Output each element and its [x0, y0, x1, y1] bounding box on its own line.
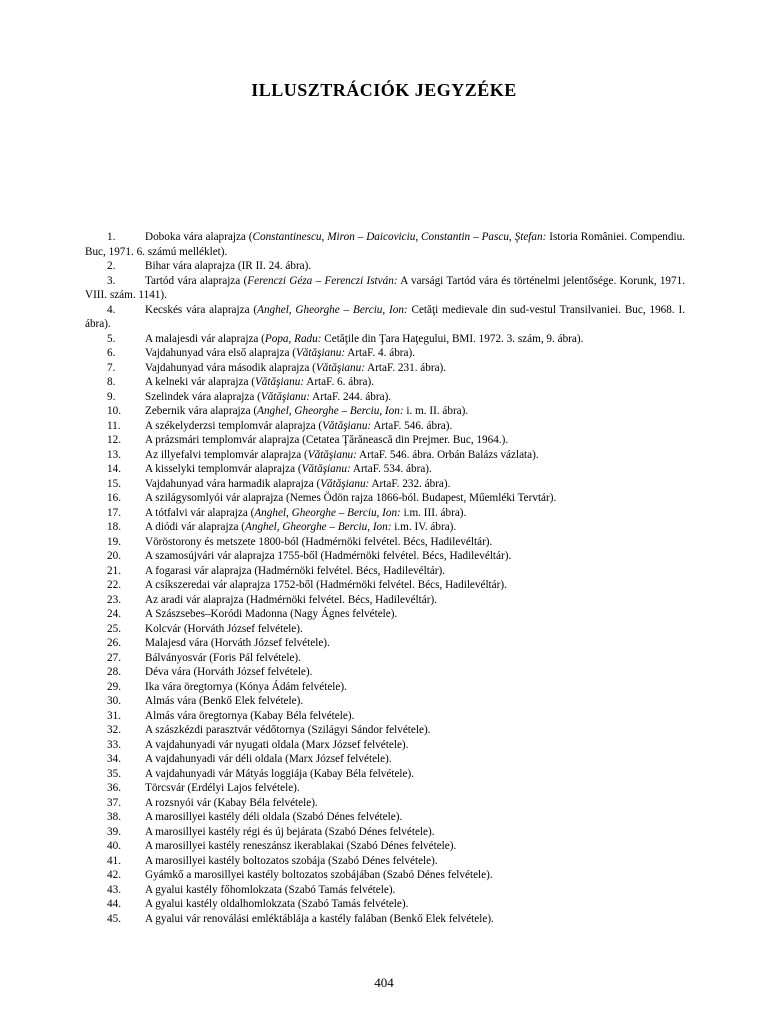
- item-number: 6.: [107, 347, 116, 359]
- item-text: Törcsvár (Erdélyi Lajos felvétele).: [145, 782, 300, 794]
- item-text: Zebernik vára alaprajza (: [145, 405, 258, 417]
- item-source: ArtaF. 534. ábra).: [350, 463, 432, 475]
- item-text: Vajdahunyad vára harmadik alaprajza (: [145, 477, 321, 490]
- list-item: [85, 578, 685, 593]
- item-number: 20.: [107, 550, 121, 562]
- list-item: [85, 636, 685, 651]
- item-number: 10.: [107, 405, 121, 417]
- item-author: Vătăşianu:: [315, 361, 365, 374]
- item-text: Szelindek vára alaprajza (: [145, 390, 261, 403]
- item-number: 36.: [107, 782, 121, 794]
- item-text: Doboka vára alaprajza (: [145, 231, 253, 243]
- list-item: [85, 752, 685, 767]
- list-item: [85, 912, 685, 927]
- item-text: Tartód vára alaprajza (: [145, 274, 248, 287]
- illustration-list: [85, 230, 685, 926]
- item-number: 44.: [107, 898, 121, 910]
- item-number: 39.: [107, 825, 121, 838]
- item-text: Az aradi vár alaprajza (Hadmérnöki felvétel. Bécs, Hadilevéltár).: [145, 593, 437, 606]
- list-item: [85, 477, 685, 492]
- item-text: A marosillyei kastély boltozatos szobája (Szabó Dénes felvétele).: [145, 854, 438, 867]
- item-number: 4.: [107, 303, 116, 316]
- list-item: [85, 404, 685, 419]
- item-number: 42.: [107, 869, 121, 881]
- list-item: [85, 723, 685, 738]
- item-number: 30.: [107, 695, 121, 707]
- item-text: Déva vára (Horváth József felvétele).: [145, 666, 313, 678]
- list-item: [85, 433, 685, 448]
- list-item: [85, 680, 685, 695]
- list-item: [85, 810, 685, 825]
- item-text: A gyalui vár renoválási emléktáblája a kastély falában (Benkő Elek felvétele).: [145, 912, 494, 925]
- list-item: [85, 332, 685, 347]
- item-text: A diódi vár alaprajza (: [145, 521, 246, 533]
- item-number: 21.: [107, 564, 121, 577]
- item-source: ArtaF. 231. ábra).: [364, 361, 447, 374]
- list-item: [85, 520, 685, 535]
- item-number: 28.: [107, 666, 121, 678]
- item-number: 16.: [107, 492, 121, 504]
- item-author: Vătăşianu:: [322, 419, 372, 432]
- item-number: 45.: [107, 912, 121, 925]
- list-item: [85, 622, 685, 637]
- item-text: Bálványosvár (Foris Pál felvétele).: [145, 651, 301, 664]
- list-item: [85, 230, 685, 259]
- list-item: [85, 651, 685, 666]
- list-item: [85, 462, 685, 477]
- list-item: [85, 419, 685, 434]
- item-source: Cetăţile din Ţara Haţegului, BMI. 1972. 3. szám, 9. ábra).: [321, 332, 584, 345]
- item-source: i.m. IV. ábra).: [391, 521, 457, 533]
- item-text: A marosillyei kastély déli oldala (Szabó Dénes felvétele).: [145, 811, 403, 823]
- list-item: [85, 390, 685, 405]
- item-source: A varsági Tartód vára és történelmi jelentősége. Korunk, 1971. VIII. szám. 1141).: [85, 274, 685, 301]
- item-number: 19.: [107, 535, 121, 548]
- item-text: A tótfalvi vár alaprajza (: [145, 506, 255, 519]
- item-number: 7.: [107, 361, 116, 374]
- item-number: 8.: [107, 376, 116, 388]
- list-item: [85, 738, 685, 753]
- item-author: Vătăşianu:: [320, 477, 370, 490]
- list-item: [85, 361, 685, 376]
- list-item: [85, 665, 685, 680]
- item-number: 27.: [107, 651, 121, 664]
- list-item: [85, 694, 685, 709]
- item-text: Almás vára (Benkő Elek felvétele).: [145, 695, 304, 707]
- item-source: Istoria României. Compendiu. Buc, 1971. 6. számú melléklet).: [85, 231, 685, 258]
- item-author: Vătăşianu:: [295, 347, 346, 359]
- list-item: [85, 549, 685, 564]
- item-text: A vajdahunyadi vár déli oldala (Marx József felvétele).: [145, 753, 392, 765]
- list-item: [85, 607, 685, 622]
- item-number: 23.: [107, 593, 121, 606]
- item-number: 11.: [107, 419, 121, 432]
- item-number: 34.: [107, 753, 121, 765]
- list-item: [85, 375, 685, 390]
- item-number: 18.: [107, 521, 121, 533]
- item-text: Malajesd vára (Horváth József felvétele).: [145, 637, 330, 649]
- item-source: i.m. III. ábra).: [400, 506, 467, 519]
- item-author: Anghel, Gheorghe – Berciu, Ion:: [245, 521, 392, 533]
- item-text: A kisselyki templomvár alaprajza (: [145, 463, 302, 475]
- item-text: A Szászsebes–Koródi Madonna (Nagy Ágnes felvétele).: [145, 608, 398, 620]
- item-author: Vătăşianu:: [307, 448, 357, 461]
- item-source: i. m. II. ábra).: [403, 405, 469, 417]
- list-item: [85, 564, 685, 579]
- item-author: Anghel, Gheorghe – Berciu, Ion:: [257, 303, 408, 316]
- item-number: 12.: [107, 434, 121, 446]
- item-text: A vajdahunyadi vár nyugati oldala (Marx József felvétele).: [145, 738, 409, 751]
- item-author: Constantinescu, Miron – Daicoviciu, Constantin – Pascu, Ştefan:: [252, 231, 547, 243]
- list-item: [85, 535, 685, 550]
- item-text: A fogarasi vár alaprajza (Hadmérnöki felvétel. Bécs, Hadilevéltár).: [145, 564, 446, 577]
- item-author: Anghel, Gheorghe – Berciu, Ion:: [254, 506, 401, 519]
- list-item: [85, 854, 685, 869]
- item-text: Az illyefalvi templomvár alaprajza (: [145, 448, 308, 461]
- item-number: 15.: [107, 477, 121, 490]
- item-number: 40.: [107, 840, 121, 852]
- item-text: A csíkszeredai vár alaprajza 1752-ből (Hadmérnöki felvétel. Bécs, Hadilevéltár).: [145, 579, 507, 591]
- list-item: [85, 303, 685, 332]
- list-item: [85, 346, 685, 361]
- item-number: 38.: [107, 811, 121, 823]
- item-number: 5.: [107, 332, 116, 345]
- item-number: 32.: [107, 724, 121, 736]
- item-number: 26.: [107, 637, 121, 649]
- item-number: 9.: [107, 390, 116, 403]
- item-author: Popa, Radu:: [264, 332, 322, 345]
- item-number: 2.: [107, 260, 116, 272]
- item-number: 37.: [107, 796, 121, 809]
- item-source: ArtaF. 232. ábra).: [369, 477, 451, 490]
- list-item: [85, 274, 685, 303]
- item-author: Ferenczi Géza – Ferenczi István:: [247, 274, 398, 287]
- item-author: Anghel, Gheorghe – Berciu, Ion:: [257, 405, 404, 417]
- item-author: Vătăşianu:: [260, 390, 310, 403]
- item-number: 25.: [107, 622, 121, 635]
- list-item: [85, 825, 685, 840]
- item-text: A marosillyei kastély régi és új bejárata (Szabó Dénes felvétele).: [145, 825, 435, 838]
- item-number: 22.: [107, 579, 121, 591]
- item-text: A marosillyei kastély reneszánsz ikerablakai (Szabó Dénes felvétele).: [145, 840, 457, 852]
- item-text: Vajdahunyad vára második alaprajza (: [145, 361, 316, 374]
- item-text: Kolcvár (Horváth József felvétele).: [145, 622, 303, 635]
- item-source: ArtaF. 4. ábra).: [345, 347, 416, 359]
- item-text: A szilágysomlyói vár alaprajza (Nemes Ödön rajza 1866-ból. Budapest, Műemléki Tervtár).: [145, 492, 557, 504]
- item-number: 35.: [107, 767, 121, 780]
- item-number: 31.: [107, 709, 121, 722]
- item-text: Vajdahunyad vára első alaprajza (: [145, 347, 296, 359]
- item-source: ArtaF. 244. ábra).: [309, 390, 392, 403]
- list-item: [85, 709, 685, 724]
- item-text: A rozsnyói vár (Kabay Béla felvétele).: [145, 796, 318, 809]
- item-text: A kelneki vár alaprajza (: [145, 376, 255, 388]
- item-author: Vătăşianu:: [254, 376, 305, 388]
- item-number: 13.: [107, 448, 121, 461]
- list-item: [85, 506, 685, 521]
- item-number: 3.: [107, 274, 116, 287]
- item-author: Vătăşianu:: [301, 463, 351, 475]
- item-number: 1.: [107, 231, 116, 243]
- item-text: A vajdahunyadi vár Mátyás loggiája (Kabay Béla felvétele).: [145, 767, 415, 780]
- item-text: Gyámkő a marosillyei kastély boltozatos szobájában (Szabó Dénes felvétele).: [145, 869, 493, 881]
- item-number: 43.: [107, 883, 121, 896]
- list-item: [85, 883, 685, 898]
- item-text: A szászkézdi parasztvár védőtornya (Szilágyi Sándor felvétele).: [145, 724, 431, 736]
- item-text: A prázsmári templomvár alaprajza (Cetatea Ţărănească din Prejmer. Buc, 1964.).: [145, 434, 509, 446]
- list-item: [85, 781, 685, 796]
- item-source: ArtaF. 6. ábra).: [304, 376, 374, 388]
- item-text: A gyalui kastély oldalhomlokzata (Szabó Tamás felvétele).: [145, 898, 409, 910]
- list-item: [85, 259, 685, 274]
- item-number: 14.: [107, 463, 121, 475]
- item-text: A malajesdi vár alaprajza (: [145, 332, 265, 345]
- item-text: Bihar vára alaprajza (IR II. 24. ábra).: [145, 260, 312, 272]
- list-item: [85, 767, 685, 782]
- item-source: Cetăţi medievale din sud-vestul Transilvaniei. Buc, 1968. I. ábra).: [85, 303, 685, 330]
- item-text: Ika vára öregtornya (Kónya Ádám felvétele).: [145, 680, 347, 693]
- list-item: [85, 593, 685, 608]
- item-text: A székelyderzsi templomvár alaprajza (: [145, 419, 323, 432]
- list-item: [85, 897, 685, 912]
- page-number: 404: [374, 975, 394, 990]
- item-source: ArtaF. 546. ábra).: [371, 419, 453, 432]
- item-number: 41.: [107, 854, 121, 867]
- item-number: 33.: [107, 738, 121, 751]
- page-title: ILLUSZTRÁCIÓK JEGYZÉKE: [251, 80, 517, 100]
- item-text: A szamosújvári vár alaprajza 1755-ből (Hadmérnöki felvétel. Bécs, Hadilevéltár).: [145, 550, 512, 562]
- list-item: [85, 796, 685, 811]
- item-text: Almás vára öregtornya (Kabay Béla felvétele).: [145, 709, 355, 722]
- list-item: [85, 448, 685, 463]
- item-text: Vöröstorony és metszete 1800-ból (Hadmérnöki felvétel. Bécs, Hadilevéltár).: [145, 535, 493, 548]
- item-source: ArtaF. 546. ábra. Orbán Balázs vázlata).: [356, 448, 539, 461]
- list-item: [85, 839, 685, 854]
- item-text: A gyalui kastély főhomlokzata (Szabó Tamás felvétele).: [145, 883, 396, 896]
- list-item: [85, 491, 685, 506]
- item-number: 17.: [107, 506, 121, 519]
- item-number: 24.: [107, 608, 121, 620]
- item-text: Kecskés vára alaprajza (: [145, 303, 258, 316]
- item-number: 29.: [107, 680, 121, 693]
- list-item: [85, 868, 685, 883]
